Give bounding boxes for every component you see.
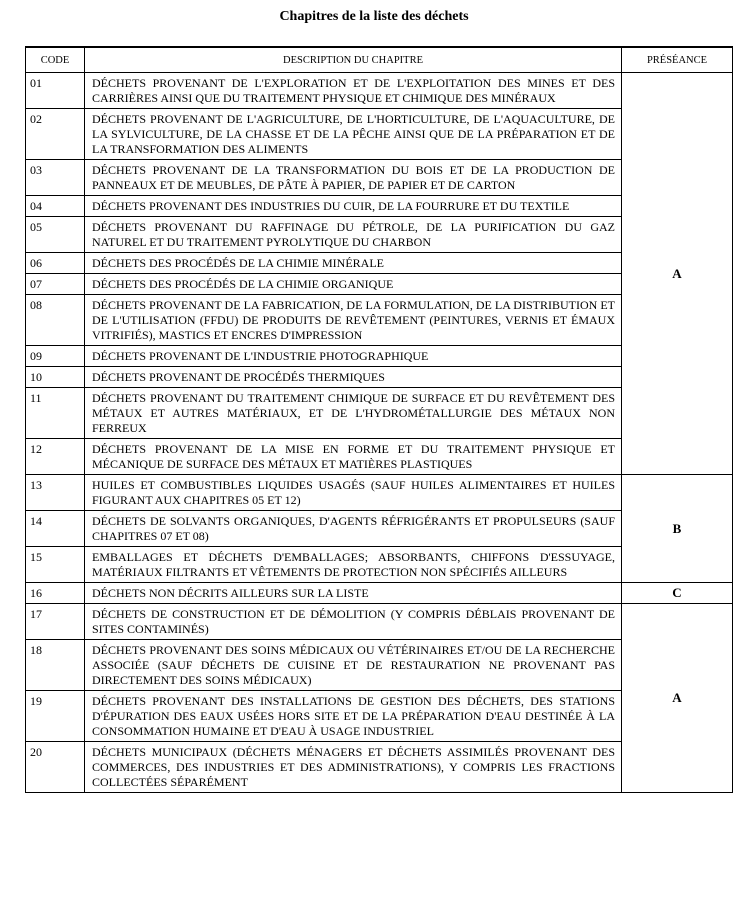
chapter-description: HUILES ET COMBUSTIBLES LIQUIDES USAGÉS (SAUF HUILES ALIMENTAIRES ET HUILES FIGURANT AUX CHAPITRES 05 ET 12) xyxy=(85,475,622,511)
chapter-description: DÉCHETS PROVENANT DE L'AGRICULTURE, DE L'HORTICULTURE, DE L'AQUACULTURE, DE LA SYLVICULTURE, DE LA CHASSE ET DE LA PÊCHE AINSI QUE DE LA PRÉPARATION ET DE LA TRANSFORMATION DES ALIMENTS xyxy=(85,109,622,160)
chapter-code: 12 xyxy=(26,439,85,475)
chapter-code: 20 xyxy=(26,742,85,793)
chapter-code: 08 xyxy=(26,295,85,346)
chapter-description: DÉCHETS PROVENANT DE LA MISE EN FORME ET DU TRAITEMENT PHYSIQUE ET MÉCANIQUE DE SURFACE DES MÉTAUX ET MATIÈRES PLASTIQUES xyxy=(85,439,622,475)
table-row xyxy=(26,475,733,511)
chapter-code: 03 xyxy=(26,160,85,196)
waste-chapters-table xyxy=(25,46,733,793)
chapter-description: DÉCHETS DE CONSTRUCTION ET DE DÉMOLITION (Y COMPRIS DÉBLAIS PROVENANT DE SITES CONTAMINÉS) xyxy=(85,604,622,640)
chapter-code: 01 xyxy=(26,73,85,109)
chapter-code: 11 xyxy=(26,388,85,439)
chapter-code: 17 xyxy=(26,604,85,640)
description-column-header: DESCRIPTION DU CHAPITRE xyxy=(85,47,622,73)
chapter-code: 16 xyxy=(26,583,85,604)
code-column-header: CODE xyxy=(26,47,85,73)
table-header-row xyxy=(26,47,733,73)
chapter-description: DÉCHETS PROVENANT DES INDUSTRIES DU CUIR, DE LA FOURRURE ET DU TEXTILE xyxy=(85,196,622,217)
document-title: Chapitres de la liste des déchets xyxy=(279,9,469,24)
chapter-code: 07 xyxy=(26,274,85,295)
chapter-code: 18 xyxy=(26,640,85,691)
chapter-code: 06 xyxy=(26,253,85,274)
chapter-description: DÉCHETS PROVENANT DE PROCÉDÉS THERMIQUES xyxy=(85,367,622,388)
chapter-description: DÉCHETS PROVENANT DU TRAITEMENT CHIMIQUE DE SURFACE ET DU REVÊTEMENT DES MÉTAUX ET AUTRES MATÉRIAUX, ET DE L'HYDROMÉTALLURGIE DES MÉTAUX NON FERREUX xyxy=(85,388,622,439)
chapter-description: DÉCHETS PROVENANT DE LA TRANSFORMATION DU BOIS ET DE LA PRODUCTION DE PANNEAUX ET DE MEUBLES, DE PÂTE À PAPIER, DE PAPIER ET DE CARTON xyxy=(85,160,622,196)
chapter-description: DÉCHETS PROVENANT DU RAFFINAGE DU PÉTROLE, DE LA PURIFICATION DU GAZ NATUREL ET DU TRAITEMENT PYROLYTIQUE DU CHARBON xyxy=(85,217,622,253)
chapter-description: DÉCHETS DES PROCÉDÉS DE LA CHIMIE ORGANIQUE xyxy=(85,274,622,295)
chapter-code: 05 xyxy=(26,217,85,253)
table-row xyxy=(26,604,733,640)
chapter-code: 04 xyxy=(26,196,85,217)
chapter-description: DÉCHETS NON DÉCRITS AILLEURS SUR LA LISTE xyxy=(85,583,622,604)
chapter-code: 10 xyxy=(26,367,85,388)
precedence-group-c: C xyxy=(622,583,733,604)
precedence-group-b: B xyxy=(622,475,733,583)
chapter-code: 13 xyxy=(26,475,85,511)
chapter-code: 02 xyxy=(26,109,85,160)
chapter-description: EMBALLAGES ET DÉCHETS D'EMBALLAGES; ABSORBANTS, CHIFFONS D'ESSUYAGE, MATÉRIAUX FILTRANTS ET VÊTEMENTS DE PROTECTION NON SPÉCIFIÉS AILLEURS xyxy=(85,547,622,583)
chapter-description: DÉCHETS PROVENANT DE L'INDUSTRIE PHOTOGRAPHIQUE xyxy=(85,346,622,367)
table-row xyxy=(26,583,733,604)
chapter-description: DÉCHETS MUNICIPAUX (DÉCHETS MÉNAGERS ET DÉCHETS ASSIMILÉS PROVENANT DES COMMERCES, DES INDUSTRIES ET DES ADMINISTRATIONS), Y COMPRIS LES FRACTIONS COLLECTÉES SÉPARÉMENT xyxy=(85,742,622,793)
precedence-group-a: A xyxy=(622,73,733,475)
chapter-code: 09 xyxy=(26,346,85,367)
precedence-group-a2: A xyxy=(622,604,733,793)
precedence-column-header: PRÉSÉANCE xyxy=(622,47,733,73)
table-row xyxy=(26,73,733,109)
chapter-code: 19 xyxy=(26,691,85,742)
chapter-description: DÉCHETS DE SOLVANTS ORGANIQUES, D'AGENTS RÉFRIGÉRANTS ET PROPULSEURS (SAUF CHAPITRES 07 ET 08) xyxy=(85,511,622,547)
chapter-description: DÉCHETS PROVENANT DES INSTALLATIONS DE GESTION DES DÉCHETS, DES STATIONS D'ÉPURATION DES EAUX USÉES HORS SITE ET DE LA PRÉPARATION D'EAU DESTINÉE À LA CONSOMMATION HUMAINE ET D'EAU À USAGE INDUSTRIEL xyxy=(85,691,622,742)
chapter-code: 14 xyxy=(26,511,85,547)
chapter-description: DÉCHETS PROVENANT DE LA FABRICATION, DE LA FORMULATION, DE LA DISTRIBUTION ET DE L'UTILISATION (FFDU) DE PRODUITS DE REVÊTEMENT (PEINTURES, VERNIS ET ÉMAUX VITRIFIÉS), MASTICS ET ENCRES D'IMPRESSION xyxy=(85,295,622,346)
chapter-description: DÉCHETS DES PROCÉDÉS DE LA CHIMIE MINÉRALE xyxy=(85,253,622,274)
chapter-code: 15 xyxy=(26,547,85,583)
chapter-description: DÉCHETS PROVENANT DE L'EXPLORATION ET DE L'EXPLOITATION DES MINES ET DES CARRIÈRES AINSI QUE DU TRAITEMENT PHYSIQUE ET CHIMIQUE DES MINÉRAUX xyxy=(85,73,622,109)
chapter-description: DÉCHETS PROVENANT DES SOINS MÉDICAUX OU VÉTÉRINAIRES ET/OU DE LA RECHERCHE ASSOCIÉE (SAUF DÉCHETS DE CUISINE ET DE RESTAURATION NE PROVENANT PAS DIRECTEMENT DES SOINS MÉDICAUX) xyxy=(85,640,622,691)
